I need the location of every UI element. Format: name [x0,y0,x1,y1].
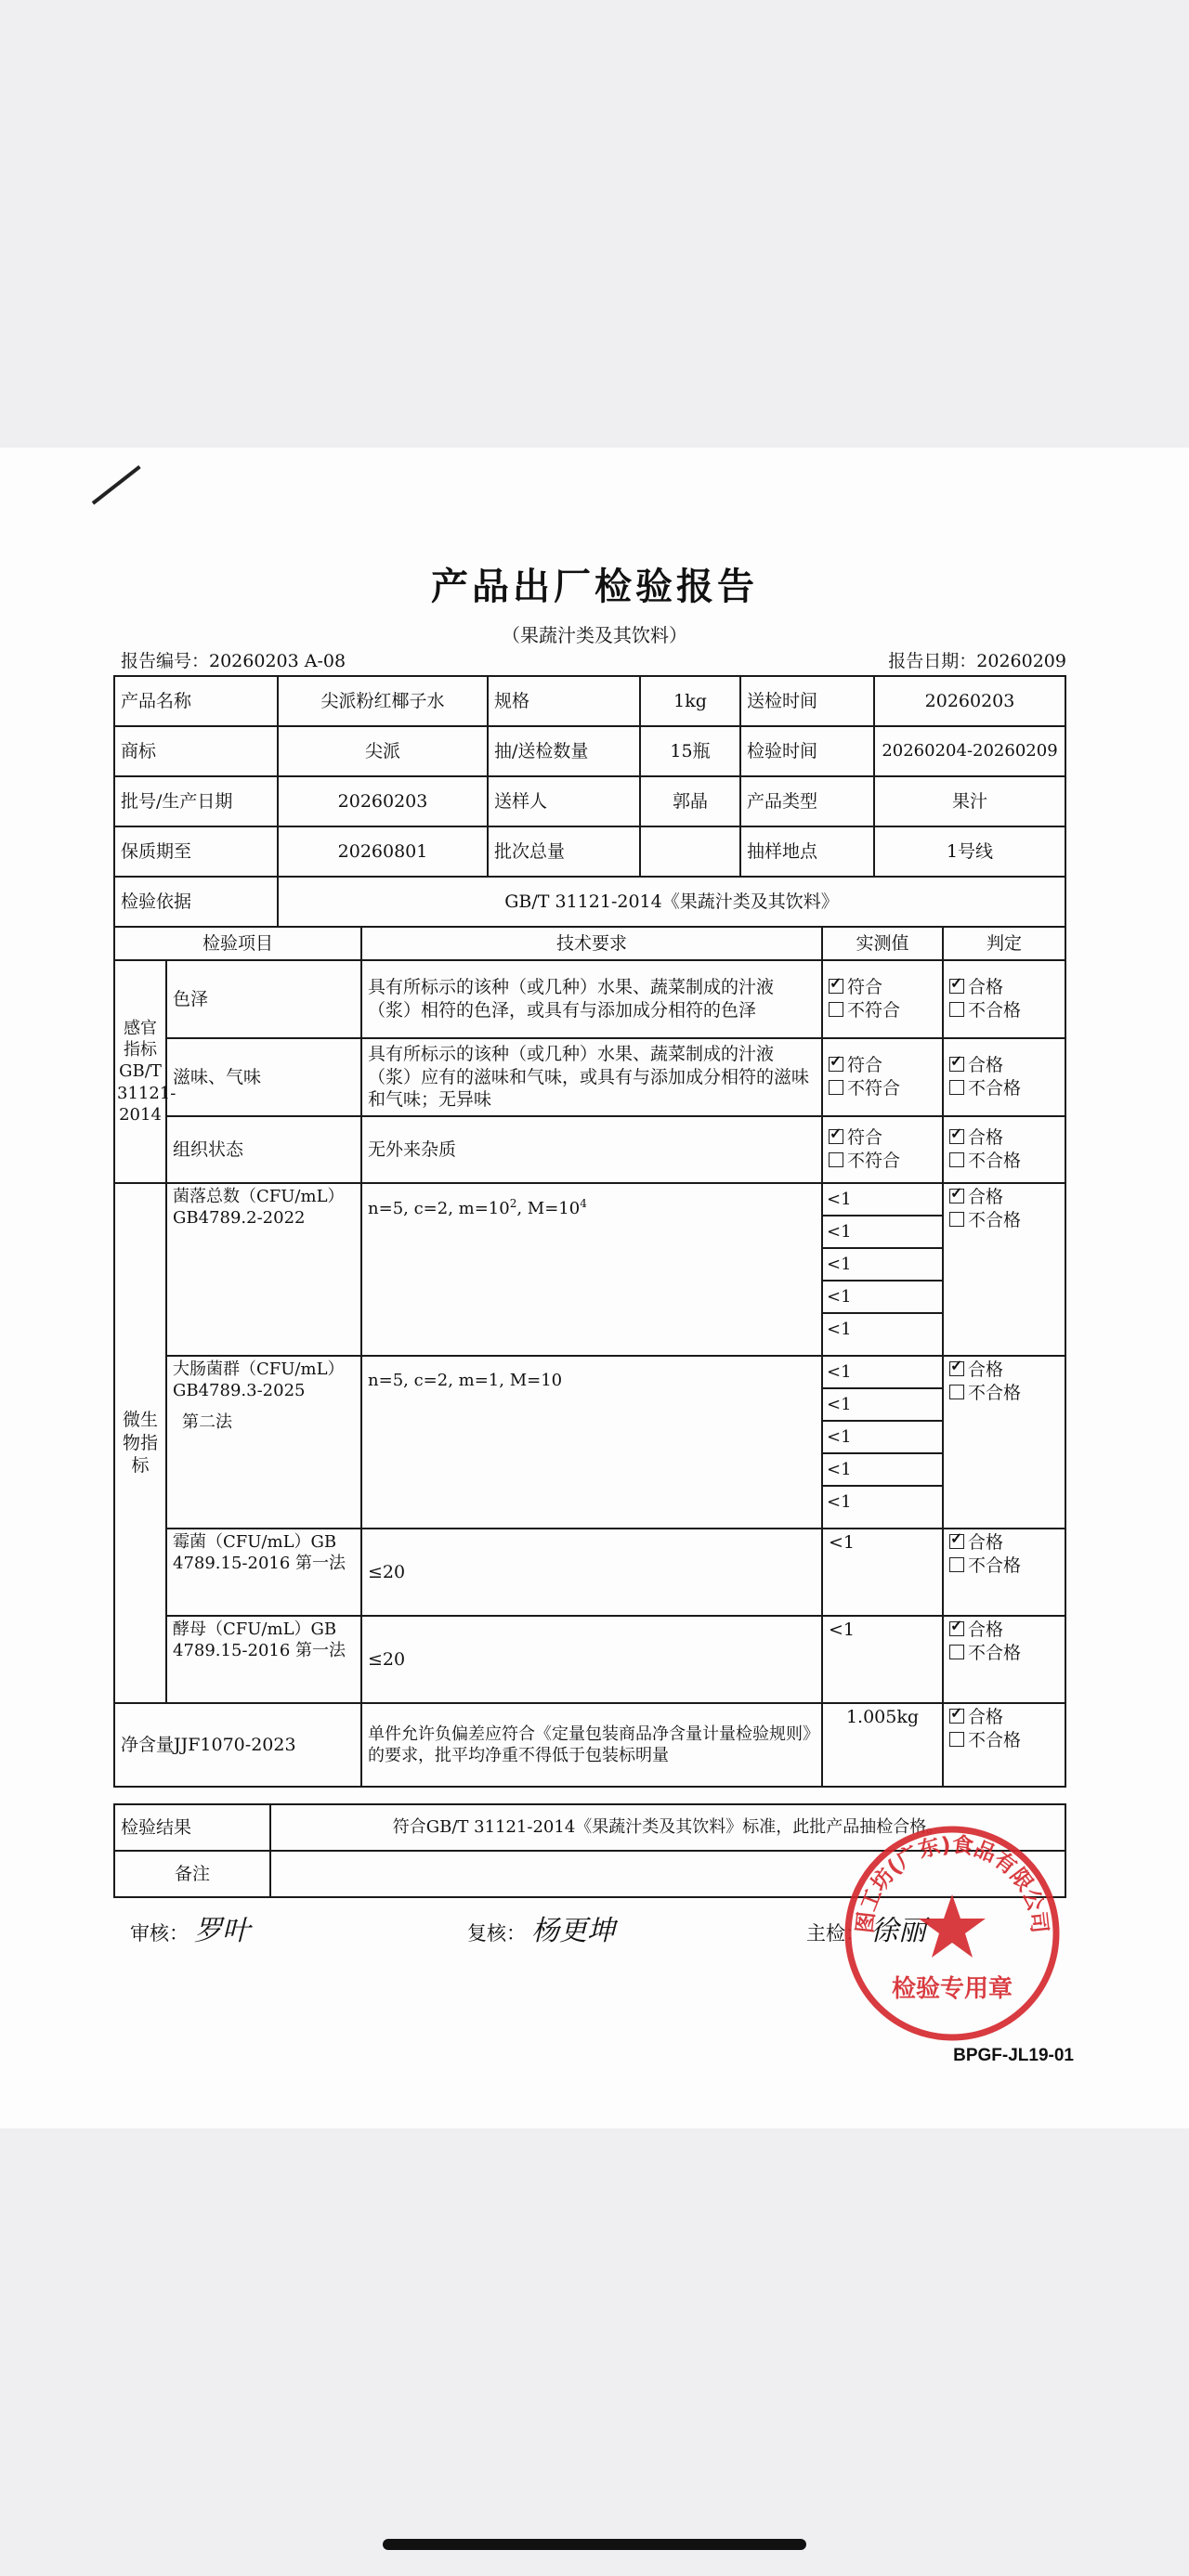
table-row [114,1616,1065,1703]
mold-requirement: ≤20 [361,1529,822,1616]
seal-bottom-text: 检验专用章 [891,1975,1013,2003]
checkbox-checked-icon [949,1709,964,1724]
colony-values [823,1184,942,1345]
ok-label: 合格 [968,1532,1004,1553]
coliform-judge-cell [943,1356,1065,1529]
head-requirement: 技术要求 [361,927,822,960]
table-row [114,877,1065,927]
inspect-time-value: 20260204-20260209 [874,726,1065,776]
remark-label: 备注 [114,1851,270,1897]
colony-judge-cell [943,1183,1065,1356]
company-seal [841,1822,1064,2045]
batch-label: 批号/生产日期 [114,776,278,826]
sample-place-label: 抽样地点 [740,826,874,877]
mold-judge-cell [943,1529,1065,1616]
color-judge-cell [943,960,1065,1038]
reviewer-signature [467,1907,615,1948]
ok-label: 合格 [968,1187,1004,1207]
coliform-values [823,1357,942,1517]
sample-qty-label: 抽/送检数量 [488,726,640,776]
sample-qty-value: 15瓶 [640,726,740,776]
chief-label: 主检： [806,1922,865,1945]
mold-value: <1 [822,1529,943,1616]
table-row [114,1183,1065,1356]
batch-total-value [640,826,740,877]
checkbox-icon [949,1212,964,1227]
texture-judge-cell [943,1116,1065,1183]
category-value: 果汁 [874,776,1065,826]
checkbox-icon [949,1645,964,1659]
auditor-signature [130,1907,250,1948]
coliform-value: <1 [827,1491,852,1512]
result-text: 符合GB/T 31121-2014《果蔬汁类及其饮料》标准，此批产品抽检合格。 [270,1804,1065,1851]
net-content-value: 1.005kg [822,1703,943,1787]
reviewer-name: 杨更坤 [531,1915,615,1947]
checkbox-checked-icon [949,1534,964,1549]
ng-label: 不合格 [968,1000,1022,1021]
ok-label: 合格 [968,1707,1004,1727]
coliform-value: <1 [823,1421,942,1453]
net-content-item: 净含量JJF1070-2023 [114,1703,361,1787]
batch-total-label: 批次总量 [488,826,640,877]
table-header-row [114,927,1065,960]
table-row [114,1038,1065,1116]
checkbox-checked-icon [949,1057,964,1072]
colony-req-exponent-2: 4 [580,1197,587,1210]
ok-label: 合格 [968,1620,1004,1640]
head-value: 实测值 [822,927,943,960]
auditor-name: 罗叶 [194,1915,250,1947]
colony-value: <1 [823,1248,942,1281]
ng-label: 不合格 [968,1729,1022,1750]
batch-value: 20260203 [278,776,488,826]
pass-label: 符合 [847,1055,883,1076]
checkbox-icon [829,1152,843,1167]
net-content-judge-cell [943,1703,1065,1787]
table-row [114,726,1065,776]
seal-text: 图工坊(广东)食品有限公司 [853,1832,1052,1935]
coliform-values-cell [822,1356,943,1529]
checkbox-checked-icon [949,1361,964,1376]
table-row [114,776,1065,826]
colony-requirement [361,1183,822,1356]
checkbox-icon [949,1385,964,1399]
mold-item: 霉菌（CFU/mL）GB 4789.15-2016 第一法 [166,1529,361,1616]
checkbox-checked-icon [829,979,843,994]
taste-judge-cell [943,1038,1065,1116]
coliform-requirement: n=5, c=2, m=1, M=10 [361,1356,822,1529]
coliform-value: <1 [823,1453,942,1486]
basis-value: GB/T 31121-2014《果蔬汁类及其饮料》 [278,877,1065,927]
ng-label: 不合格 [968,1078,1022,1099]
fail-label: 不符合 [847,1078,901,1099]
inspect-time-label: 检验时间 [740,726,874,776]
ng-label: 不合格 [968,1642,1022,1663]
yeast-item: 酵母（CFU/mL）GB 4789.15-2016 第一法 [166,1616,361,1703]
ok-label: 合格 [968,977,1004,998]
ok-label: 合格 [968,1055,1004,1076]
category-label: 产品类型 [740,776,874,826]
table-row [114,1703,1065,1787]
texture-requirement: 无外来杂质 [361,1116,822,1183]
coliform-value: <1 [823,1388,942,1421]
sender-value: 郭晶 [640,776,740,826]
checkbox-icon [949,1732,964,1747]
colony-value: <1 [823,1184,942,1216]
checkbox-checked-icon [829,1129,843,1144]
table-row [114,1116,1065,1183]
form-code: BPGF-JL19-01 [953,2046,1074,2065]
brand-label: 商标 [114,726,278,776]
report-number: 报告编号：20260203 A-08 [121,651,346,671]
colony-value: <1 [823,1281,942,1313]
checkbox-checked-icon [949,1129,964,1144]
submit-time-label: 送检时间 [740,676,874,726]
ng-label: 不合格 [968,1151,1022,1171]
texture-value-cell [822,1116,943,1183]
sensory-group-label: 感官指标GB/T 31121-2014 [114,960,166,1183]
colony-req-mid: , M=10 [516,1199,581,1218]
home-indicator[interactable] [383,2539,806,2550]
pass-label: 符合 [847,1127,883,1149]
ng-label: 不合格 [968,1555,1022,1576]
checkbox-checked-icon [949,979,964,994]
test-items-table [113,926,1066,1788]
product-name-label: 产品名称 [114,676,278,726]
yeast-value: <1 [822,1616,943,1703]
coliform-item: 大肠菌群（CFU/mL）GB4789.3-2025 [173,1360,345,1401]
micro-group-label: 微生物指标 [114,1183,166,1703]
info-table [113,675,1066,928]
spec-label: 规格 [488,676,640,726]
colony-req-text: n=5, c=2, m=10 [368,1199,510,1218]
table-row [114,1529,1065,1616]
ng-label: 不合格 [968,1209,1022,1230]
checkbox-checked-icon [949,1621,964,1636]
texture-item: 组织状态 [166,1116,361,1183]
pass-label: 符合 [847,977,883,998]
coliform-value: <1 [823,1357,942,1388]
reviewer-label: 复核： [467,1922,526,1945]
basis-label: 检验依据 [114,877,278,927]
checkbox-icon [829,1002,843,1017]
head-item: 检验项目 [114,927,361,960]
fail-label: 不符合 [847,1000,901,1021]
colony-values-cell [822,1183,943,1356]
table-row [114,1356,1065,1529]
yeast-judge-cell [943,1616,1065,1703]
yeast-requirement: ≤20 [361,1616,822,1703]
colony-value: <1 [823,1216,942,1248]
color-item: 色泽 [166,960,361,1038]
report-date: 报告日期：20260209 [888,651,1066,671]
brand-value: 尖派 [278,726,488,776]
coliform-method: 第二法 [182,1412,232,1432]
checkbox-icon [949,1080,964,1095]
table-row [114,676,1065,726]
seal-star-icon [919,1894,986,1958]
expiry-value: 20260801 [278,826,488,877]
checkbox-icon [949,1557,964,1572]
checkbox-icon [949,1002,964,1017]
table-row [114,960,1065,1038]
colony-value: <1 [827,1319,852,1339]
expiry-label: 保质期至 [114,826,278,877]
colony-req-exponent: 2 [509,1197,517,1210]
sender-label: 送样人 [488,776,640,826]
report-title: 产品出厂检验报告 [431,565,758,608]
ok-label: 合格 [968,1360,1004,1380]
color-value-cell [822,960,943,1038]
spec-value: 1kg [640,676,740,726]
checkbox-icon [829,1080,843,1095]
coliform-item-cell [166,1356,361,1529]
chief-name: 徐丽 [870,1915,926,1947]
product-name: 尖派粉红椰子水 [278,676,488,726]
table-row [114,826,1065,877]
head-judge: 判定 [943,927,1065,960]
report-subtitle: （果蔬汁类及其饮料） [502,624,687,646]
result-label: 检验结果 [114,1804,270,1851]
submit-time-value: 20260203 [874,676,1065,726]
ng-label: 不合格 [968,1382,1022,1403]
checkbox-icon [949,1152,964,1167]
taste-requirement: 具有所标示的该种（或几种）水果、蔬菜制成的汁液（浆）应有的滋味和气味，或具有与添加成分相符的滋味和气味；无异味 [361,1038,822,1116]
fail-label: 不符合 [847,1151,901,1171]
taste-value-cell [822,1038,943,1116]
taste-item: 滋味、气味 [166,1038,361,1116]
color-requirement: 具有所标示的该种（或几种）水果、蔬菜制成的汁液（浆）相符的色泽，或具有与添加成分相符的色泽 [361,960,822,1038]
auditor-label: 审核： [130,1922,189,1945]
checkbox-checked-icon [949,1189,964,1203]
checkbox-checked-icon [829,1057,843,1072]
net-content-requirement: 单件允许负偏差应符合《定量包装商品净含量计量检验规则》的要求，批平均净重不得低于包装标明量 [361,1703,822,1787]
colony-item: 菌落总数（CFU/mL）GB4789.2-2022 [166,1183,361,1356]
sample-place-value: 1号线 [874,826,1065,877]
ok-label: 合格 [968,1127,1004,1149]
